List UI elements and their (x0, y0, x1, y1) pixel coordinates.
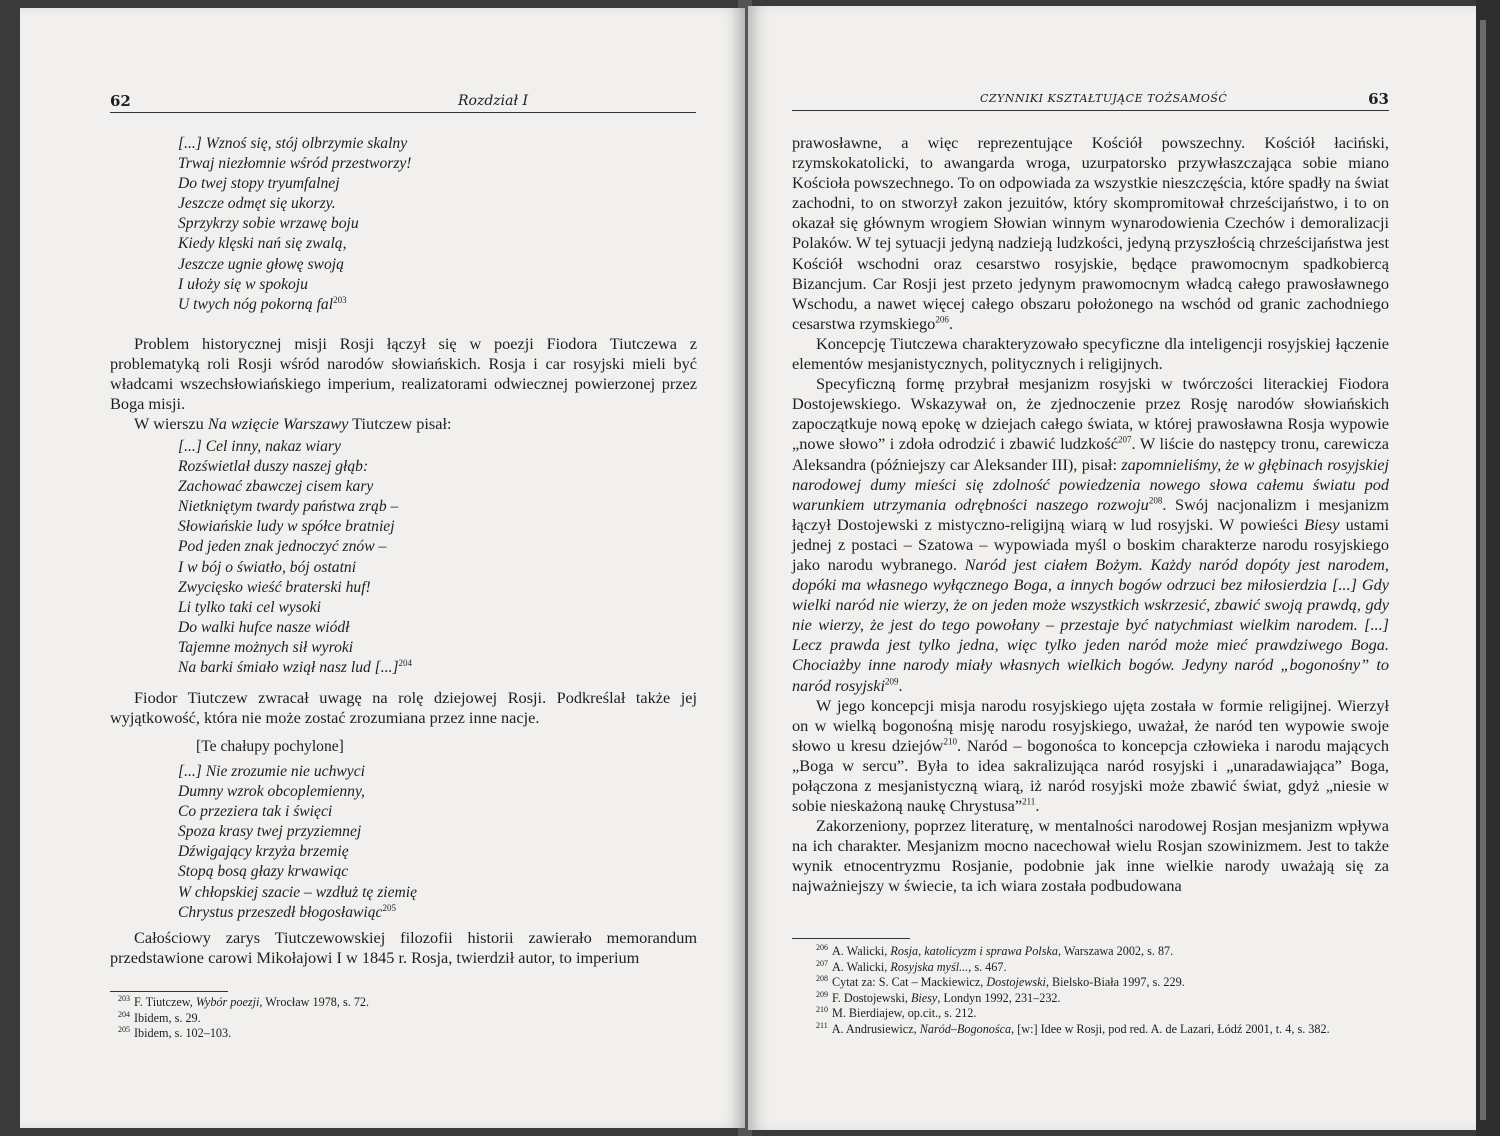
poem-line: Dumny wzrok obcoplemienny, (178, 783, 365, 801)
paragraph: Koncepcję Tiutczewa charakteryzowało specyficzne dla inteligencji rosyjskiej łączenie elementów mesjanistycznych, politycznych i religijnych. (792, 333, 1389, 374)
footnote-title: Wybór poezji (195, 995, 260, 1009)
poem-line: U twych nóg pokorną fal$^{203}$ (178, 294, 347, 313)
text-span: W jego koncepcji misja narodu rosyjskiego ujęta została w formie religijnej. Wierzył on w wielką bogonośną misję narodu rosyjskiego, uważał, że naród ten wypowie swoje słowo u kresu dziejów (792, 695, 1389, 755)
footnote-text: , Bielsko-Biała 1997, s. 229. (1045, 975, 1185, 990)
poem-line: Do twej stopy tryumfalnej (178, 175, 340, 193)
footnote-text: , Warszawa 2002, s. 87. (1057, 944, 1174, 958)
paragraph (792, 133, 1389, 334)
footnotes-left (118, 995, 369, 1042)
text-span: prawosławne, a więc reprezentujące Kościół powszechny. Kościół łaciński, rzymskokatolicki, to awangarda wroga, uzurpatorsko przywłaszczająca sobie miano Kościoła powszechnego. To on odpowiada za wszystkie nieszczęścia, które spadły na świat zachodni, to on stworzył zakon jezuitów, który skompromitował chrześcijaństwo, i to on okazał się głównym wrogiem Słowian winnym wynarodowienia Czechów i demoralizacji Polaków. W tej sytuacji jedyną nadzieją ludzkości, jedyną przyszłością chrześcijaństwa jest Kościół wschodni oraz cesarstwo rosyjskie, będące prawomocnym spadkobiercą Bizancjum. Car Rosji jest przeto jedynym prawomocnym władcą całego prawosławnego Wschodu, a nawet więcej całego obszaru położonego na wschód od granic zachodniego cesarstwa rzymskiego (792, 133, 1389, 333)
book-edge-strip (1480, 20, 1486, 1120)
footnote (816, 1022, 1330, 1038)
poem-line: Trwaj niezłomnie wśród przestworzy! (178, 155, 412, 173)
footnote-text: Ibidem, s. 102–103. (134, 1026, 232, 1041)
footnote-number: 209 (816, 989, 828, 999)
text-span: Tiutczew pisał: (348, 414, 452, 434)
poem-1 (178, 134, 412, 315)
paragraph-4: Całościowy zarys Tiutczewowskiej filozofii historii zawierało memorandum przedstawione carowi Mikołajowi I w 1845 r. Rosja, twierdził autor, to imperium (110, 928, 697, 968)
footnote-ref: 207 (1118, 434, 1132, 445)
running-head: Rozdział I (458, 93, 529, 109)
poem-line: Nietkniętym twardy państwa zrąb – (178, 498, 399, 516)
footnote-rule (792, 938, 910, 939)
poem-line: Słowiańskie ludy w spółce bratniej (178, 518, 395, 536)
footnote-text: F. Tiutczew, (134, 995, 196, 1009)
left-header (110, 88, 696, 113)
right-header (792, 86, 1389, 111)
footnote-ref: 203 (333, 294, 347, 305)
poem-line: Sprzykrzy sobie wrzawę boju (178, 215, 359, 233)
footnote-number: 207 (816, 958, 828, 968)
footnote (816, 1006, 1330, 1022)
poem-line: Zachować zbawczej cisem kary (178, 478, 374, 496)
footnote-text: Ibidem, s. 29. (134, 1010, 201, 1025)
footnotes-right (816, 944, 1330, 1038)
footnote-text: F. Dostojewski, (832, 990, 911, 1005)
poem-line: Zwycięsko wieść braterski huf! (178, 578, 371, 596)
poem-line: Pod jeden znak jednoczyć znów – (178, 538, 387, 556)
footnote-text: Cytat za: S. Cat – Mackiewicz, (832, 975, 987, 990)
footnote-title: Dostojewski (986, 975, 1046, 990)
text-span: . (1035, 796, 1040, 816)
footnote-number: 206 (816, 942, 828, 952)
poem-line: [...] Nie zrozumie nie uchwyci (178, 763, 365, 780)
running-head: CZYNNIKI KSZTAŁTUJĄCE TOŻSAMOŚĆ (980, 92, 1228, 105)
footnote-rule (110, 991, 228, 992)
footnote (816, 975, 1330, 991)
footnote-title: Rosja, katolicyzm i sprawa Polska (890, 944, 1058, 958)
footnote-number: 211 (816, 1020, 828, 1030)
footnote-number: 208 (816, 974, 828, 984)
poem-line: Na barki śmiało wziął nasz lud [...]$^{204}$ (178, 657, 413, 677)
poem-line: I ułoży się w spokoju (178, 275, 308, 293)
text-span: . (948, 313, 953, 333)
footnote-ref: 209 (885, 676, 899, 687)
quote: Naród jest ciałem Bożym. Każdy naród dopóty jest narodem, dopóki ma własnego wyłącznego Boga, a innych bogów odrzuci bez miłosierdzia [...] Gdy wielki naród nie wierzy, że on jeden może wszystkich wskrzesić, zbawić swoją prawdą, gdy nie wierzy, że jest do tego powołany – przestaje być natychmiast wielkim narodem. [...] Lecz prawda jest tylko jedna, więc tylko jeden naród może mieć prawdziwego Boga. Chociażby inne narody miały własnych wielkich bogów. Jedyny naród „bogonośny” to naród rosyjski (792, 554, 1390, 695)
footnote (118, 1011, 369, 1027)
footnote-title: Biesy (910, 990, 938, 1005)
poem-line: Jeszcze ugnie głowę swoją (178, 255, 344, 273)
footnote (118, 995, 369, 1011)
quote: zapomnieliśmy, że w głębinach rosyjskiej narodowej dumy mieści się zdolność powiedzenia nowego słowa całemu światu pod warunkiem utrzymania odrębności naszego rozwoju (792, 454, 1389, 514)
footnote-text: , Wrocław 1978, s. 72. (259, 995, 370, 1009)
poem-line: Spoza krasy twej przyziemnej (178, 823, 362, 841)
poem-line: Jeszcze odmęt się ukorzy. (178, 195, 336, 213)
poem-line: Li tylko taki cel wysoki (178, 598, 321, 616)
footnote-number: 205 (118, 1025, 130, 1035)
footnote (816, 991, 1330, 1007)
footnote-text: A. Walicki, (832, 944, 891, 958)
poem-line: Chrystus przeszedł błogosławiąc$^{205}$ (178, 902, 396, 921)
footnote (816, 960, 1330, 976)
footnote-text: , [w:] Idee w Rosji, pod red. A. de Lazari, Łódź 2001, t. 4, s. 382. (1011, 1021, 1330, 1036)
poem-line: Stopą bosą głazy krwawiąc (178, 863, 349, 881)
footnote (816, 944, 1330, 960)
poem-line: Rozświetlał duszy naszej głąb: (178, 458, 369, 476)
poem-line: Dźwigający krzyża brzemię (178, 843, 349, 861)
right-body-text (792, 133, 1389, 897)
poem-3-title-text: [Te chałupy pochylone] (196, 738, 344, 755)
novel-title: Biesy (1304, 514, 1340, 534)
footnote-number: 204 (118, 1009, 130, 1019)
footnote-text: , Londyn 1992, 231–232. (937, 990, 1061, 1005)
text-span: . Swój nacjonalizm i mesjanizm łączył Dostojewski z mistyczno-religijną wiarą w lud rosyjski. W powieści (792, 494, 1389, 534)
paragraph-3: Fiodor Tiutczew zwracał uwagę na rolę dziejowej Rosji. Podkreślał także jej wyjątkowość, która nie może zostać zrozumiana przez inne nacje. (110, 688, 697, 728)
poem-title: Na wzięcie Warszawy (207, 414, 349, 434)
footnote-title: Rosyjska myśl... (890, 959, 969, 974)
footnote-text: M. Bierdiajew, op.cit., s. 212. (832, 1006, 977, 1021)
poem-line: Kiedy klęski nań się zwalą, (178, 235, 347, 253)
text-span: . W liście do następcy tronu, carewicza Aleksandra (późniejszy car Aleksander III), pisał: (792, 434, 1389, 474)
footnote-title: Naród–Bogonośca (919, 1021, 1012, 1036)
text-span: . (898, 675, 903, 695)
footnote-ref: 210 (943, 736, 957, 747)
footnote-ref: 205 (382, 902, 396, 913)
footnote-ref: 206 (935, 314, 949, 325)
footnote-number: 203 (118, 993, 130, 1003)
page-number: 62 (110, 92, 131, 110)
right-page (748, 6, 1476, 1130)
poem-line: Tajemne możnych sił wyroki (178, 638, 354, 656)
poem-3 (178, 762, 417, 923)
paragraph (792, 374, 1389, 696)
poem-line: Do walki hufce nasze wiódł (178, 618, 350, 636)
footnote-text: , s. 467. (968, 959, 1007, 974)
footnote-text: A. Walicki, (832, 959, 891, 974)
paragraph-1: Problem historycznej misji Rosji łączył się w poezji Fiodora Tiutczewa z problematyką roli Rosji wśród narodów słowiańskich. Rosja i car rosyjski mieli być władcami wszechsłowiańskiego imperium, realizatorami odwiecznej powierzonej przez Boga misji. W wierszu Na wzięcie Warszawy Tiutczew pisał: (110, 334, 697, 434)
page-number: 63 (1368, 90, 1389, 108)
poem-line: Co przeziera tak i święci (178, 803, 333, 821)
poem-line: [...] Wznoś się, stój olbrzymie skalny (178, 135, 408, 152)
footnote-ref: 208 (1148, 495, 1163, 506)
text-span: ustami jednej z postaci – Szatowa – wypowiada myśl o boskim charakterze narodu rosyjskiego jako narodu wybranego. (792, 514, 1389, 574)
footnote-number: 210 (816, 1005, 828, 1015)
paragraph (792, 696, 1389, 817)
left-page (20, 8, 745, 1128)
footnote (118, 1026, 369, 1042)
paragraph: Zakorzeniony, poprzez literaturę, w mentalności narodowej Rosjan mesjanizm wpływa na ich charakter. Mesjanizm mocno nacechował wielu Rosjan szowinizmem. Jest to także wynik etnocentryzmu Rosjanie, podobnie jak inne wielkie narody uważają się za najważniejszy w świecie, ta ich wiara została podbudowana (792, 816, 1389, 896)
poem-2 (178, 437, 412, 678)
footnote-ref: 211 (1022, 796, 1036, 807)
poem-line: [...] Cel inny, nakaz wiary (178, 438, 341, 455)
text-span: . Naród – bogonośca to koncepcja człowieka i narodu mających „Boga w sercu”. Była to idea sakralizująca naród rosyjski i „unaradawiająca” Boga, połączona z mesjanistyczną wiarą, iż naród rosyjski może zbawić świat, gdyż „niesie w sobie nieskażoną naukę Chrystusa” (792, 735, 1389, 816)
footnote-ref: 204 (398, 657, 413, 668)
poem-line: W chłopskiej szacie – wzdłuż tę ziemię (178, 883, 418, 901)
poem-3-title (196, 737, 344, 757)
text-span: W wierszu (134, 414, 208, 434)
text-span: Specyficzną formę przybrał mesjanizm rosyjski w twórczości literackiej Fiodora Dostojewskiego. Wskazywał on, że zjednoczenie przez Rosję narodów słowiańskich zapoczątkuje nową epokę w dziejach całego świata, w której prawosławna Rosja wypowie „nowe słowo” i zdoła odrodzić i zbawić ludzkość (792, 374, 1389, 454)
poem-line: I w bój o światło, bój ostatni (178, 558, 357, 576)
footnote-text: A. Andrusiewicz, (831, 1021, 920, 1036)
